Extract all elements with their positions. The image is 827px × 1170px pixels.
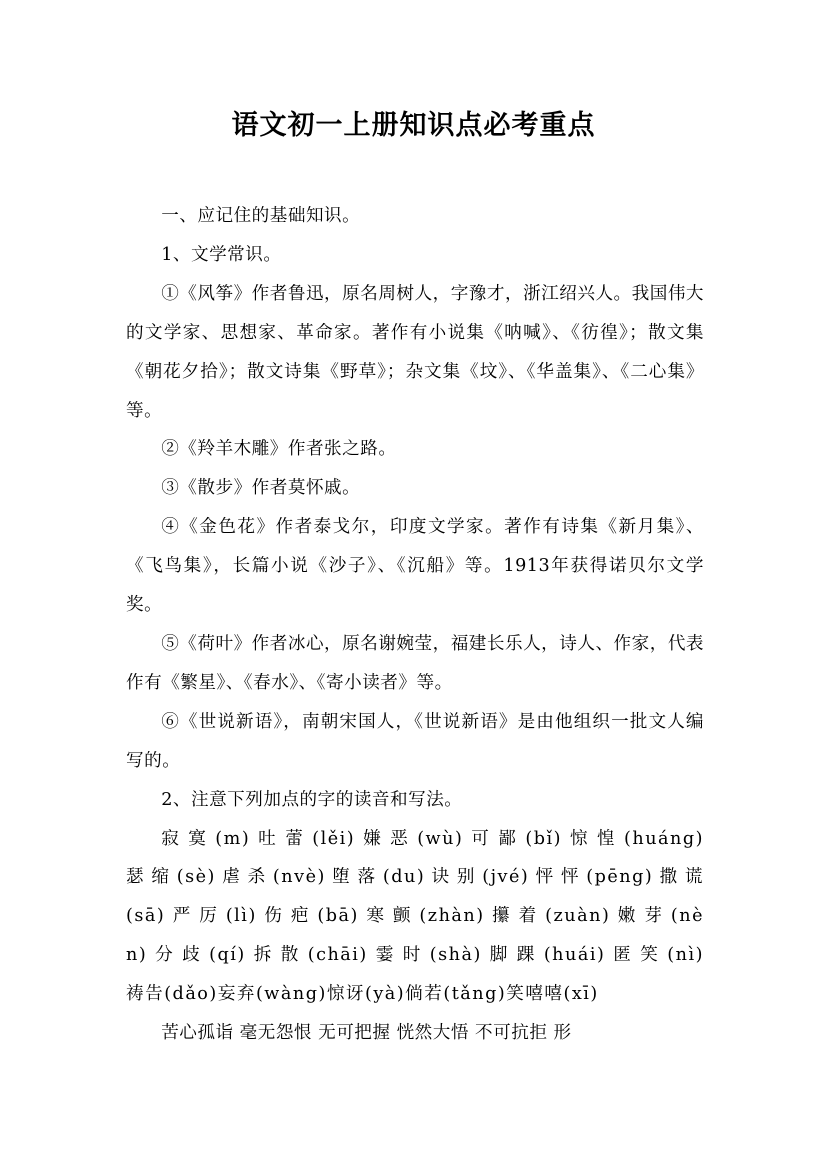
pinyin-line: (sā)严厉(lì)伤疤(bā)寒颤(zhàn)攥着(zuàn)嫩芽(nè [126, 906, 704, 927]
document-title: 语文初一上册知识点必考重点 [231, 110, 596, 141]
idiom-line: 苦心孤诣 毫无怨恨 无可把握 恍然大悟 不可抗拒 形 [161, 1023, 572, 1044]
subsection-heading: 1、文学常识。 [161, 244, 282, 265]
pinyin-line: 瑟缩(sè)虐杀(nvè)堕落(du)诀别(jvé)怦怦(pēng)撒谎 [126, 867, 704, 888]
pinyin-line: 祷告(dǎo)妄弃(wàng)惊讶(yà)倘若(tǎng)笑嘻嘻(xī) [126, 984, 599, 1005]
paragraph-shishuo: ⑥《世说新语》，南朝宋国人，《世说新语》是由他组织一批文人编写的。 [126, 711, 704, 771]
paragraph-lingyang: ②《羚羊木雕》作者张之路。 [161, 439, 397, 460]
paragraph-heye: ⑤《荷叶》作者冰心，原名谢婉莹，福建长乐人，诗人、作家，代表作有《繁星》、《春水》、《寄小读者》等。 [126, 633, 705, 693]
paragraph-fengzheng: ①《风筝》作者鲁迅，原名周树人，字豫才，浙江绍兴人。我国伟大的文学家、思想家、革命家。著作有小说集《呐喊》、《彷徨》；散文集《朝花夕拾》；散文诗集《野草》；杂文集《坟》、《华盖集》、《二心集》等。 [126, 283, 705, 421]
paragraph-sanbu: ③《散步》作者莫怀戚。 [161, 478, 361, 499]
pinyin-line: n)分歧(qí)拆散(chāi)霎时(shà)脚踝(huái)匿笑(nì) [126, 945, 704, 966]
section-heading: 一、应记住的基础知识。 [161, 206, 361, 226]
document-body [126, 197, 704, 1053]
subsection-heading-2: 2、注意下列加点的字的读音和写法。 [161, 789, 463, 810]
paragraph-jinsehua: ④《金色花》作者泰戈尔，印度文学家。著作有诗集《新月集》、《飞鸟集》，长篇小说《沙子》、《沉船》等。1913年获得诺贝尔文学奖。 [126, 517, 704, 616]
pinyin-line: 寂寞(m)吐蕾(lěi)嫌恶(wù)可鄙(bǐ)惊惶(huáng) [161, 828, 704, 849]
